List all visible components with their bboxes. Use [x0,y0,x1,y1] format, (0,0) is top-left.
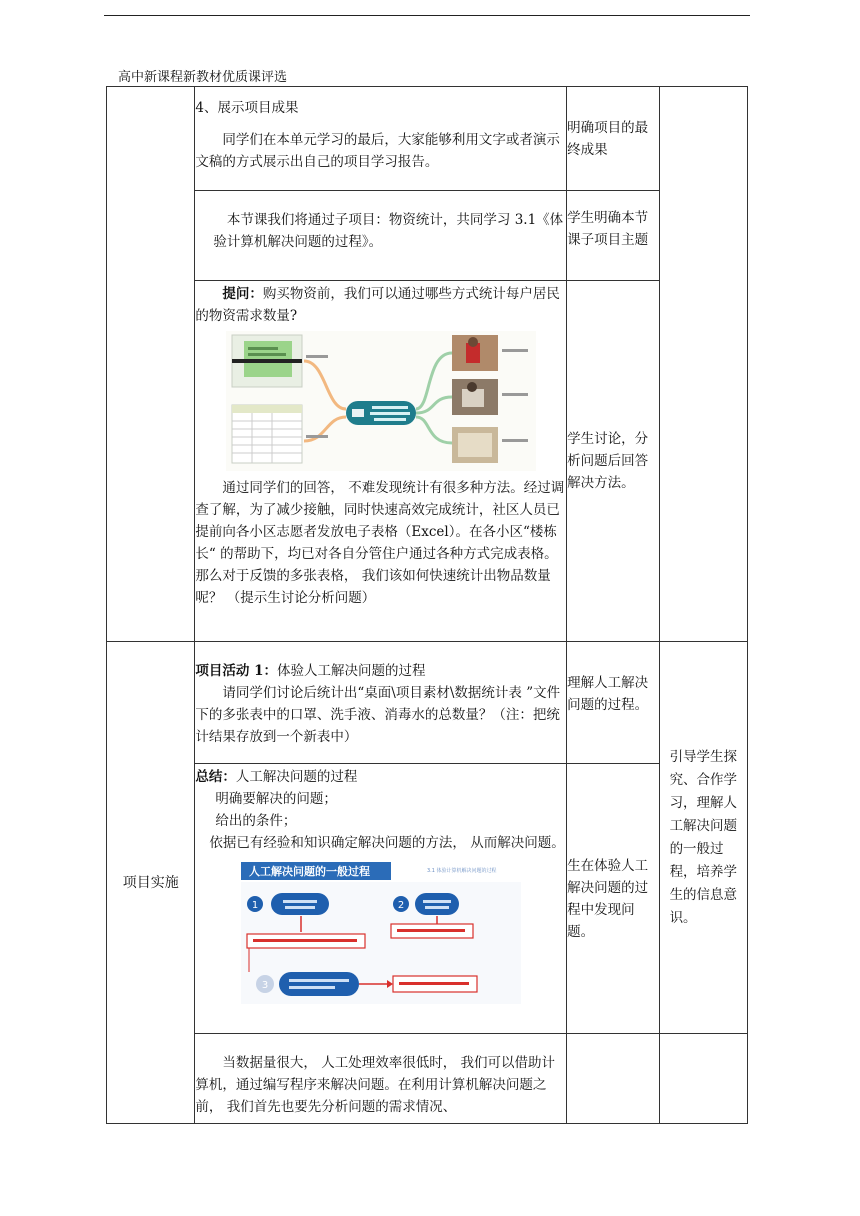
r4-activity-label: 项目活动 1： [195,663,277,679]
student-cell-r4: 理解人工解决问题的过程。 [567,642,659,764]
r4-activity-title: 体验人工解决问题的过程 [277,663,426,679]
stage-cell-empty [107,87,195,642]
row-show-results [107,87,748,191]
student-cell-r1: 明确项目的最终成果 [567,87,659,191]
r3-body: 通过同学们的回答， 不难发现统计有很多种方法。经过调查了解，为了减少接触，同时快速高效完成统计，社区人员已提前向各小区志愿者发放电子表格（Excel）。在各小区“楼栋长“ 的帮助下，均已对各自分管住户通过各种方式完成表格。那么对于反馈的多张表格， 我们该如何快速统计出物品数量呢？ （提示生讨论分析问题） [195,480,565,606]
figure-title: 人工解决问题的一般过程 [248,865,370,878]
intent-cell [659,642,747,1034]
header-rule [104,15,750,16]
main-cell-r5 [195,764,567,1034]
intent-text: 引导学生探究、合作学习，理解人工解决问题的一般过程，培养学生的信息意识。 [669,748,738,926]
r2-body: 本节课我们将通过子项目：物资统计，共同学习 3.1《体验计算机解决问题的过程》。 [213,212,564,250]
row-computer-solution [107,1034,748,1124]
student-cell-r6-empty [567,1034,659,1124]
process-figure [241,860,521,1004]
photo-household-2 [452,379,498,415]
student-cell-r3: 学生讨论，分析问题后回答解决方法。 [567,281,659,642]
row-sub-project [107,191,748,281]
mindmap-center-node [346,401,416,425]
intent-cell-r6-empty [659,1034,747,1124]
student-cell-r5: 生在体验人工解决问题的过程中发现问题。 [567,764,659,1034]
result-box-1 [247,934,365,948]
main-cell-r1 [195,87,567,191]
page-header: 高中新课程新教材优质课评选 [118,70,288,85]
student-cell-r2: 学生明确本节课子项目主题 [567,191,659,281]
r5-line3: 依据已有经验和知识确定解决问题的方法， 从而解决问题。 [209,835,565,851]
spreadsheet-image [232,405,302,463]
r5-summary-title: 人工解决问题的过程 [235,769,358,785]
intent-cell-empty-top [659,87,747,642]
r5-line1: 明确要解决的问题； [215,791,337,807]
main-cell-r4 [195,642,567,764]
step-2 [393,893,459,915]
step-3-number: 3 [261,980,268,991]
row-question [107,281,748,642]
step-2-number: 2 [397,900,404,911]
r1-heading: 4、展示项目成果 [195,100,299,116]
stage-cell-implementation: 项目实施 [107,642,195,1124]
photo-household-1 [452,335,498,371]
r6-body: 当数据量很大， 人工处理效率很低时， 我们可以借助计算机，通过编写程序来解决问题。在利用计算机解决问题之前， 我们首先也要先分析问题的需求情况、 [195,1055,555,1115]
row-summary [107,764,748,1034]
r4-body: 请同学们讨论后统计出“桌面\项目素材\数据统计表 ”文件下的多张表中的口罩、洗手液、消毒水的总数量？（注：把统计结果存放到一个新表中） [195,685,561,745]
mindmap-figure [226,331,536,471]
figure-subtitle: 3.1 体验计算机解决问题的过程 [426,868,497,874]
row-activity-1 [107,642,748,764]
main-cell-r6 [195,1034,567,1124]
wechat-screenshot-image [232,335,302,387]
r5-summary-label: 总结： [195,769,236,785]
result-box-2 [391,924,473,938]
main-cell-r3 [195,281,567,642]
lesson-table [106,86,748,1124]
step-1-number: 1 [251,900,258,911]
r3-question-label: 提问： [222,286,263,302]
main-cell-r2 [195,191,567,281]
photo-paper-form [452,427,498,463]
r3-question: 购买物资前，我们可以通过哪些方式统计每户居民的物资需求数量? [195,286,560,324]
r5-line2: 给出的条件； [215,813,297,829]
r1-body: 同学们在本单元学习的最后，大家能够利用文字或者演示文稿的方式展示出自己的项目学习报告。 [195,132,560,170]
